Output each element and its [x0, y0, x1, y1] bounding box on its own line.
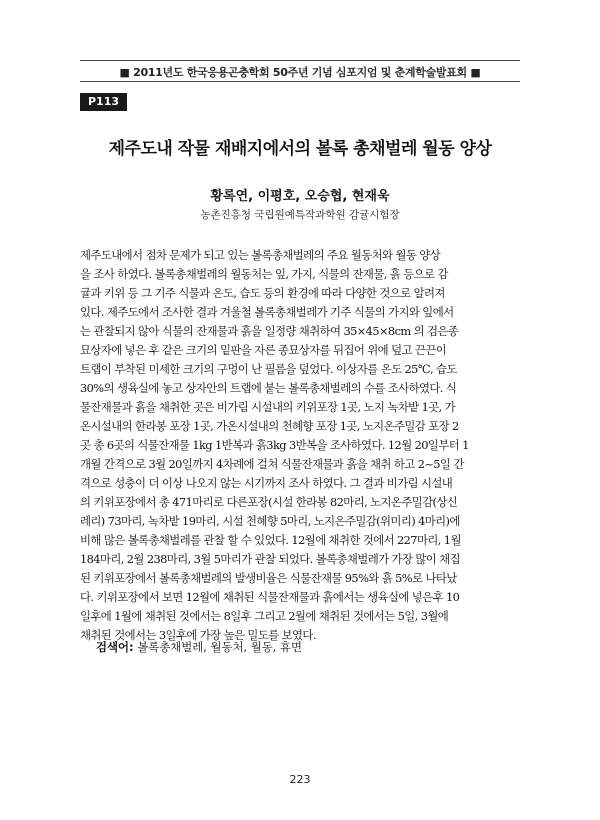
abstract-line: 일후에 1월에 채취된 것에서는 8일후 그리고 2월에 채취된 것에서는 5일, 3월에 — [80, 609, 449, 623]
abstract-line: 곳 총 6곳의 식물잔재물 1kg 1반복과 흙3kg 3반복을 조사하였다. 12월 20일부터 1 — [80, 438, 469, 452]
abstract-line: 격으로 성충이 더 이상 나오지 않는 시기까지 조사 하였다. 그 결과 비가림 시설내 — [80, 476, 453, 490]
abstract-line: 개월 간격으로 3월 20일까지 4차례에 걸쳐 식물잔재물과 흙을 채취 하고 2~5일 간 — [80, 457, 464, 471]
affiliation: 농촌진흥청 국립원예특작과학원 감귤시험장 — [200, 209, 400, 221]
abstract-line: 채취된 것에서는 3일후에 가장 높은 밀도를 보였다. — [80, 628, 316, 642]
abstract-line: 다. 키위포장에서 보면 12월에 채취된 식물잔재물과 흙에서는 생육실에 넣은후 10 — [80, 590, 460, 604]
keywords-line — [96, 638, 516, 657]
abstract-line: 귤과 키위 등 그 기주 식물과 온도, 습도 등의 환경에 따라 다양한 것으로 알려져 — [80, 286, 445, 300]
abstract-line: 제주도내에서 점차 문제가 되고 있는 볼록총채벌레의 주요 월동처와 월동 양상 — [80, 248, 441, 262]
abstract-line: 트랩이 부착된 미세한 크기의 구멍이 난 필름을 덮었다. 이상자를 온도 25℃, 습도 — [80, 362, 457, 376]
abstract-line: 비해 많은 볼록총채벌레를 관찰 할 수 있었다. 12월에 채취한 것에서 227마리, 1월 — [80, 533, 461, 547]
keywords-value: 볼록총채벌레, 월동처, 월동, 휴면 — [137, 640, 302, 654]
abstract-body — [80, 246, 524, 645]
header-top-rule — [80, 60, 520, 61]
paper-title: 제주도내 작물 재배지에서의 볼록 총채벌레 월동 양상 — [108, 139, 492, 159]
keywords-label: 검색어: — [96, 640, 134, 654]
abstract-line: 물잔재물과 흙을 채취한 곳은 비가림 시설내의 키위포장 1곳, 노지 녹차밭 1곳, 가 — [80, 400, 456, 414]
abstract-line: 는 관찰되지 않아 식물의 잔재물과 흙을 일정량 채취하여 35×45×8cm 의 검은종 — [80, 324, 459, 338]
abstract-line: 있다. 제주도에서 조사한 결과 겨울철 볼록총채벌레가 기주 식물의 가지와 잎에서 — [80, 305, 454, 319]
abstract-line: 된 키위포장에서 볼록총채벌레의 발생비율은 식물잔재물 95%와 흙 5%로 나타났 — [80, 571, 457, 585]
header-bottom-rule — [80, 81, 520, 82]
abstract-line: 온시설내의 한라봉 포장 1곳, 가온시설내의 천혜향 포장 1곳, 노지온주밀감 포장 2 — [80, 419, 459, 433]
abstract-line: 을 조사 하였다. 볼록총채벌레의 월동처는 잎, 가지, 식물의 잔재물, 흙 등으로 감 — [80, 267, 448, 281]
poster-number-badge: P113 — [80, 93, 127, 111]
abstract-line: 레리) 73마리, 녹차밭 19마리, 시설 천혜향 5마리, 노지온주밀감(위미리) 4마리)에 — [80, 514, 460, 528]
page-number: 223 — [289, 773, 311, 786]
running-header: ■ 2011년도 한국응용곤충학회 50주년 기념 심포지엄 및 춘계학술발표회 ■ — [119, 66, 481, 79]
abstract-line: 184마리, 2월 238마리, 3월 5마리가 관찰 되었다. 볼록총채벌레가 가장 많이 채집 — [80, 552, 460, 566]
abstract-line: 30%의 생육실에 놓고 상자안의 트랩에 붙는 볼록총채벌레의 수를 조사하였다. 식 — [80, 381, 457, 395]
abstract-line: 묘상자에 넣은 후 같은 크기의 밑판을 자른 종묘상자를 뒤집어 위에 덮고 끈끈이 — [80, 343, 447, 357]
author-list: 황록연, 이평호, 오승협, 현재욱 — [210, 189, 390, 204]
abstract-line: 의 키위포장에서 총 471마리로 다른포장(시설 한라봉 82마리, 노지온주밀감(상신 — [80, 495, 458, 509]
